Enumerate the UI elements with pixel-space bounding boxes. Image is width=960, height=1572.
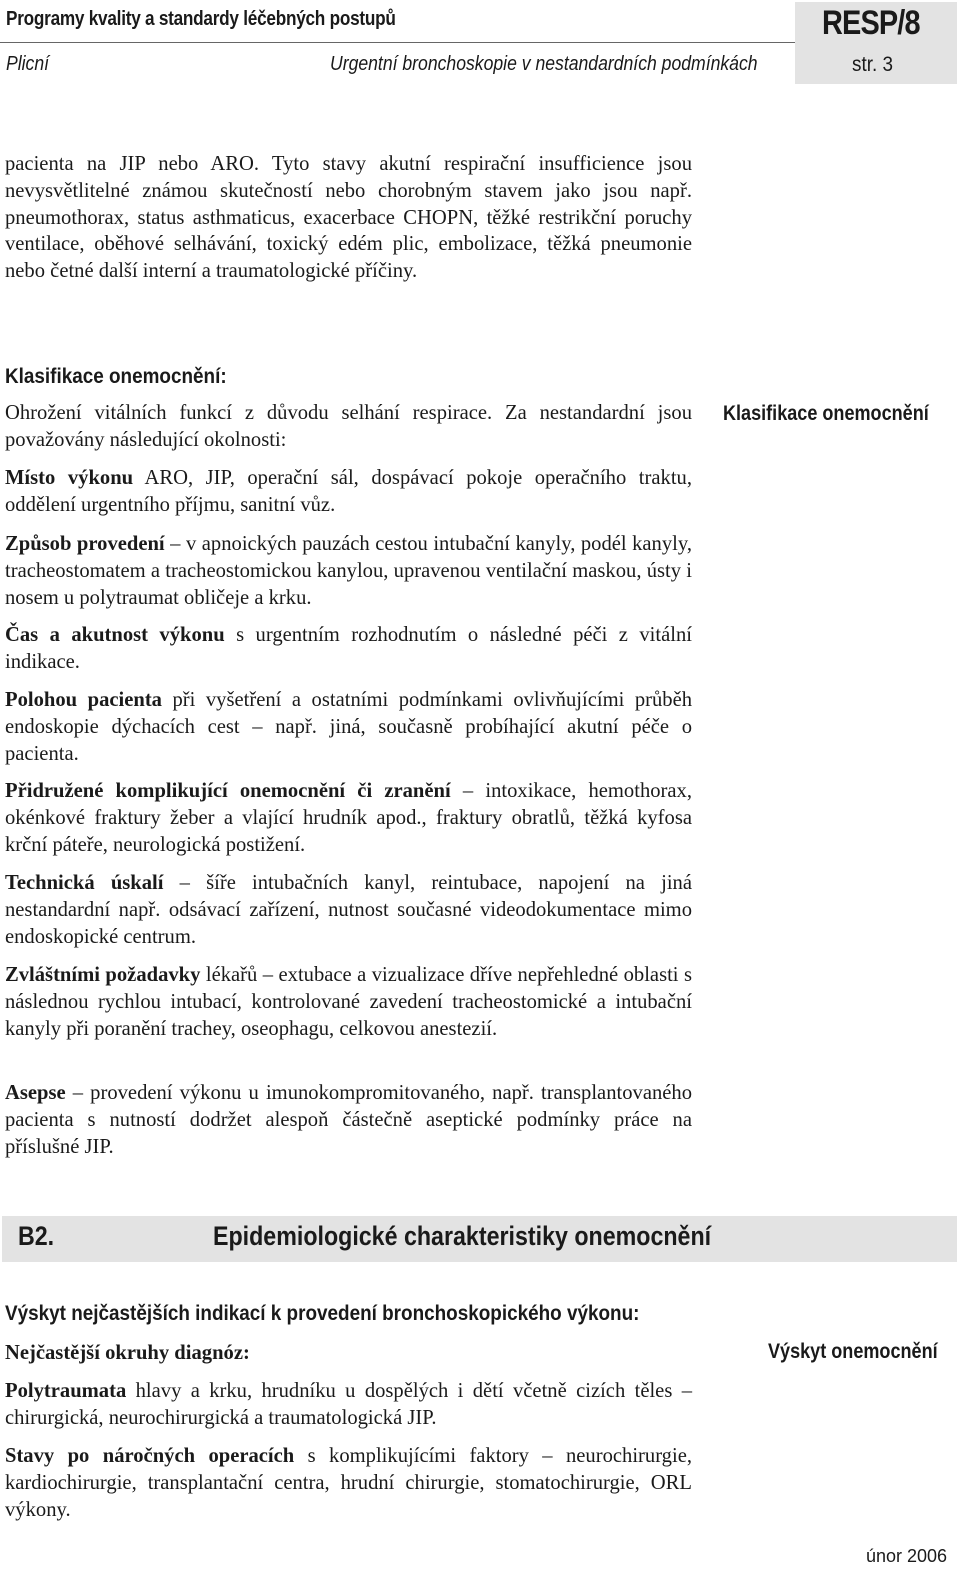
document-series-title: Programy kvality a standardy léčebných postupů — [6, 8, 396, 30]
item-term: Asepse — [5, 1082, 66, 1104]
item-term: Polytraumata — [5, 1380, 127, 1402]
header-topic: Urgentní bronchoskopie v nestandardních podmínkách — [330, 53, 758, 75]
intro-paragraph: pacienta na JIP nebo ARO. Tyto stavy akutní respirační insufficience jsou nevysvětlitelné známou skutečností nebo chorobným stavem jako jsou např. pneumothorax, status asthmaticus, exacerbace CHOPN, těžké restrikční poruchy ventilace, oběhové selhávání, toxický edém plic, embolizace, těžká pneumonie nebo četné další interní a traumatologické příčiny. — [5, 153, 692, 283]
section-b2-title: Epidemiologické charakteristiky onemocnění — [213, 1221, 712, 1251]
item-term: Způsob provedení — [5, 533, 165, 555]
item-text: – intoxikace, hemothorax, okénkové fraktury žeber a vlající hrudník apod., fraktury obratlů, těžká kyfosa krční páteře, neurologická postižení. — [5, 780, 692, 856]
item-term: Přidružené komplikující onemocnění či zranění — [5, 780, 451, 802]
header-divider — [0, 42, 795, 43]
item-text: s urgentním rozhodnutím o následné péči z vitální indikace. — [5, 624, 692, 673]
item-text: hlavy a krku, hrudníku u dospělých i dětí včetně cizích těles – chirurgická, neurochirurgická a traumatologická JIP. — [5, 1380, 692, 1429]
document-code: RESP/8 — [822, 4, 920, 42]
item-text: lékařů – extubace a vizualizace dříve nepřehledné oblasti s následnou rychlou intubací, kontrolované zavedení tracheostomické a intubační kanyly při poranění trachey, oseophagu, celkovou anestezií. — [5, 964, 692, 1040]
item-polytrauma — [5, 1378, 692, 1432]
item-complications — [5, 778, 692, 858]
footer-date: únor 2006 — [866, 1546, 948, 1566]
item-text: ARO, JIP, operační sál, dospávací pokoje operačního traktu, oddělení urgentního příjmu, sanitní vůz. — [5, 467, 692, 516]
incidence-margin-note: Výskyt onemocnění — [768, 1340, 938, 1363]
item-text: – šíře intubačních kanyl, reintubace, napojení na jiná nestandardní např. odsávací zařízení, nutnost současné videodokumentace mimo endoskopické centrum. — [5, 872, 692, 948]
classification-lead: Ohrožení vitálních funkcí z důvodu selhání respirace. Za nestandardní jsou považovány následující okolnosti: — [5, 402, 692, 451]
item-term: Zvláštními požadavky — [5, 964, 201, 986]
item-term: Technická úskalí — [5, 872, 164, 894]
item-requirements — [5, 962, 692, 1042]
item-method — [5, 531, 692, 611]
item-term: Polohou pacienta — [5, 689, 162, 711]
section-b2-number: B2. — [18, 1221, 55, 1251]
diagnoses-heading: Nejčastější okruhy diagnóz: — [5, 1342, 250, 1364]
item-text: s komplikujícími faktory – neurochirurgie, kardiochirurgie, transplantační centra, hrudní chirurgie, stomatochirurgie, ORL výkony. — [5, 1445, 692, 1521]
item-text: – provedení výkonu u imunokompromitovaného, např. transplantovaného pacienta s nutností dodržet alespoň částečně aseptické podmínky práce na příslušné JIP. — [5, 1082, 692, 1158]
item-term: Místo výkonu — [5, 467, 134, 489]
classification-heading: Klasifikace onemocnění: — [5, 365, 227, 388]
item-text: při vyšetření a ostatními podmínkami ovlivňujícími průběh endoskopie dýchacích cest – např. jiná, současně probíhající akutní péče o pacienta. — [5, 689, 693, 765]
item-position — [5, 687, 692, 767]
item-text: – v apnoických pauzách cestou intubační kanyly, podél kanyly, tracheostomatem a tracheostomickou kanylou, upravenou ventilační maskou, ústy i nosem u polytraumat obličeje a krku. — [5, 533, 692, 609]
item-time — [5, 622, 692, 676]
page-number: str. 3 — [852, 53, 893, 76]
item-term: Stavy po náročných operacích — [5, 1445, 295, 1467]
item-asepsis — [5, 1080, 692, 1160]
header-category: Plicní — [6, 53, 50, 75]
item-technical — [5, 870, 692, 950]
item-term: Čas a akutnost výkonu — [5, 624, 225, 646]
item-postoperative — [5, 1443, 692, 1523]
item-place — [5, 465, 692, 519]
classification-margin-note: Klasifikace onemocnění — [723, 402, 929, 425]
incidence-subheading: Výskyt nejčastějších indikací k provedení bronchoskopického výkonu: — [5, 1302, 640, 1325]
